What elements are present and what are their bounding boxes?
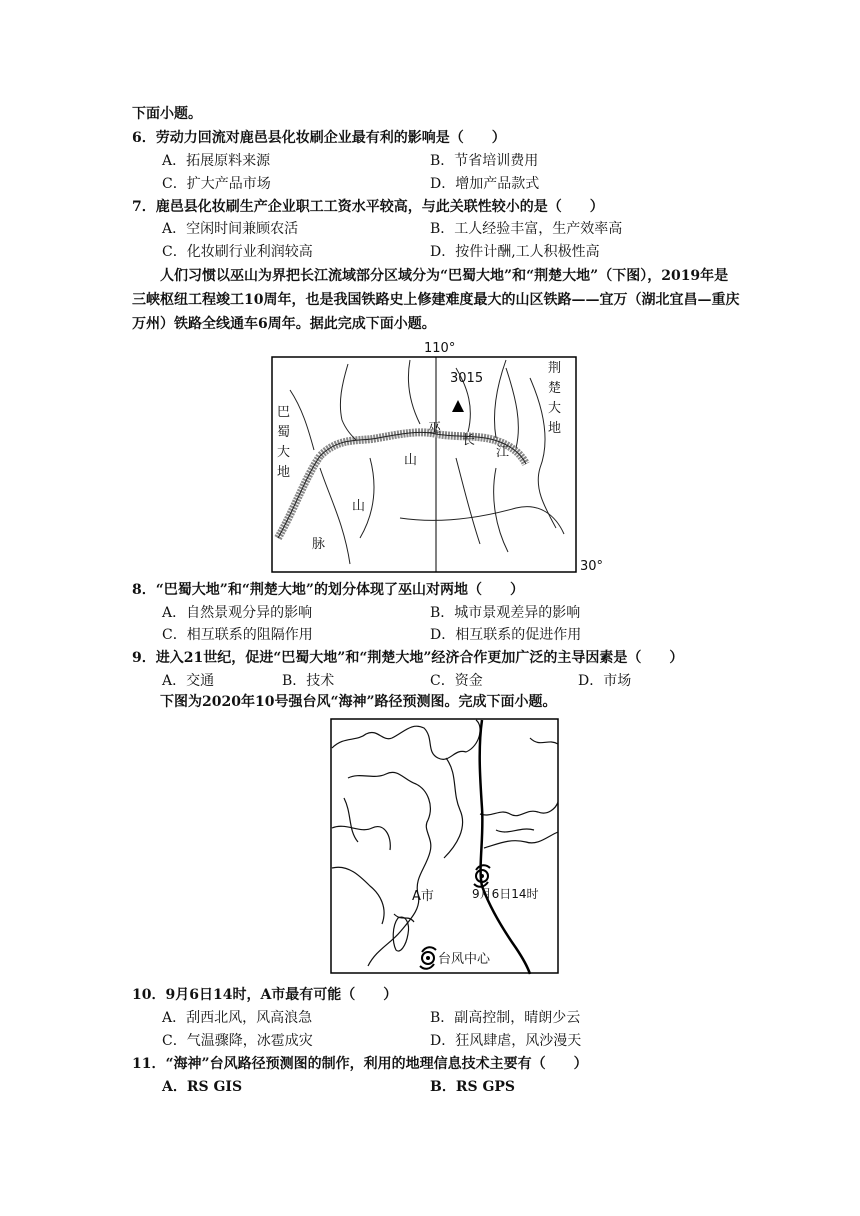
question-8-option-d[interactable]: D．相互联系的促进作用	[430, 627, 582, 643]
map1-mountain-3: 山	[352, 499, 366, 514]
question-8-option-b[interactable]: B．城市景观差异的影响	[430, 605, 581, 621]
map1-mountain-1: 巫	[428, 421, 442, 436]
passage-wushan-text: 人们习惯以巫山为界把长江流域部分区域分为“巴蜀大地”和“荆楚大地”（下图），2019年是三峡枢纽工程竣工10周年，也是我国铁路史上修建难度最大的山区铁路——宜万（湖北宜昌—重庆万州）铁路全线通车6周年。据此完成下面小题。	[132, 268, 740, 332]
question-7-option-c[interactable]: C．化妆刷行业利润较高	[162, 244, 313, 260]
question-9-option-b[interactable]: B．技术	[282, 673, 335, 689]
question-6-option-b[interactable]: B．节省培训费用	[430, 153, 539, 169]
map1-right-region-4: 地	[548, 421, 562, 436]
map1-right-region-2: 楚	[548, 381, 562, 396]
map1-mountain-4: 脉	[312, 537, 326, 552]
intro-tail: 下面小题。	[132, 106, 202, 122]
wushan-map	[260, 338, 610, 578]
question-10-option-d[interactable]: D．狂风肆虐，风沙漫天	[430, 1033, 582, 1049]
yangtze-river-edge	[278, 432, 526, 538]
map1-left-region-2: 蜀	[277, 425, 291, 440]
map1-right-region-1: 荆	[548, 361, 562, 376]
question-7-option-a[interactable]: A．空闲时间兼顾农活	[162, 221, 299, 237]
question-7-option-b[interactable]: B．工人经验丰富，生产效率高	[430, 221, 623, 237]
question-10-stem: 10．9月6日14时，A市最有可能（ ）	[132, 987, 398, 1003]
question-10-option-a[interactable]: A．刮西北风，风高浪急	[162, 1010, 313, 1026]
question-9-stem: 9．进入21世纪，促进“巴蜀大地”和“荆楚大地”经济合作更加广泛的主导因素是（ ）	[132, 650, 684, 666]
map2-time-label: 9月6日14时	[472, 887, 539, 901]
map1-left-region-1: 巴	[277, 405, 291, 420]
map1-left-region-3: 大	[277, 445, 291, 460]
question-7-stem: 7．鹿邑县化妆刷生产企业职工工资水平较高，与此关联性较小的是（ ）	[132, 199, 604, 215]
map1-right-region-3: 大	[548, 401, 562, 416]
question-10-option-c[interactable]: C．气温骤降，冰雹成灾	[162, 1033, 313, 1049]
peak-triangle-icon	[452, 400, 464, 412]
typhoon-map	[330, 718, 560, 976]
question-10-option-b[interactable]: B．副高控制，晴朗少云	[430, 1010, 581, 1026]
map2-legend-label: 台风中心	[438, 952, 491, 967]
yangtze-river	[278, 432, 526, 538]
question-9-option-c[interactable]: C．资金	[430, 673, 483, 689]
question-8-option-a[interactable]: A．自然景观分异的影响	[162, 605, 313, 621]
question-9-option-a[interactable]: A．交通	[162, 673, 215, 689]
question-11-stem: 11．“海神”台风路径预测图的制作，利用的地理信息技术主要有（ ）	[132, 1056, 588, 1072]
question-6-option-a[interactable]: A．拓展原料来源	[162, 153, 271, 169]
map1-river-1: 长	[462, 433, 476, 448]
map2-frame	[331, 719, 558, 973]
question-11-option-a[interactable]: A．RS GIS	[162, 1079, 243, 1095]
question-8-option-c[interactable]: C．相互联系的阻隔作用	[162, 627, 313, 643]
passage-wushan	[132, 264, 742, 336]
question-6-option-d[interactable]: D．增加产品款式	[430, 176, 540, 192]
map2-city-label: A市	[412, 889, 434, 904]
question-6-option-c[interactable]: C．扩大产品市场	[162, 176, 271, 192]
map1-lon-label: 110°	[424, 341, 456, 356]
map1-lat-label: 30°	[580, 559, 604, 574]
question-9-option-d[interactable]: D．市场	[578, 673, 632, 689]
map1-peak-height: 3015	[450, 371, 484, 386]
map1-left-region-4: 地	[277, 465, 291, 480]
map1-mountain-2: 山	[404, 453, 418, 468]
question-11-option-b[interactable]: B．RS GPS	[430, 1079, 516, 1095]
question-8-stem: 8．“巴蜀大地”和“荆楚大地”的划分体现了巫山对两地（ ）	[132, 582, 524, 598]
question-7-option-d[interactable]: D．按件计酬,工人积极性高	[430, 244, 600, 260]
map1-river-2: 江	[496, 445, 510, 460]
question-6-stem: 6．劳动力回流对鹿邑县化妆刷企业最有利的影响是（ ）	[132, 130, 506, 146]
passage-typhoon: 下图为2020年10号强台风“海神”路径预测图。完成下面小题。	[160, 694, 557, 710]
